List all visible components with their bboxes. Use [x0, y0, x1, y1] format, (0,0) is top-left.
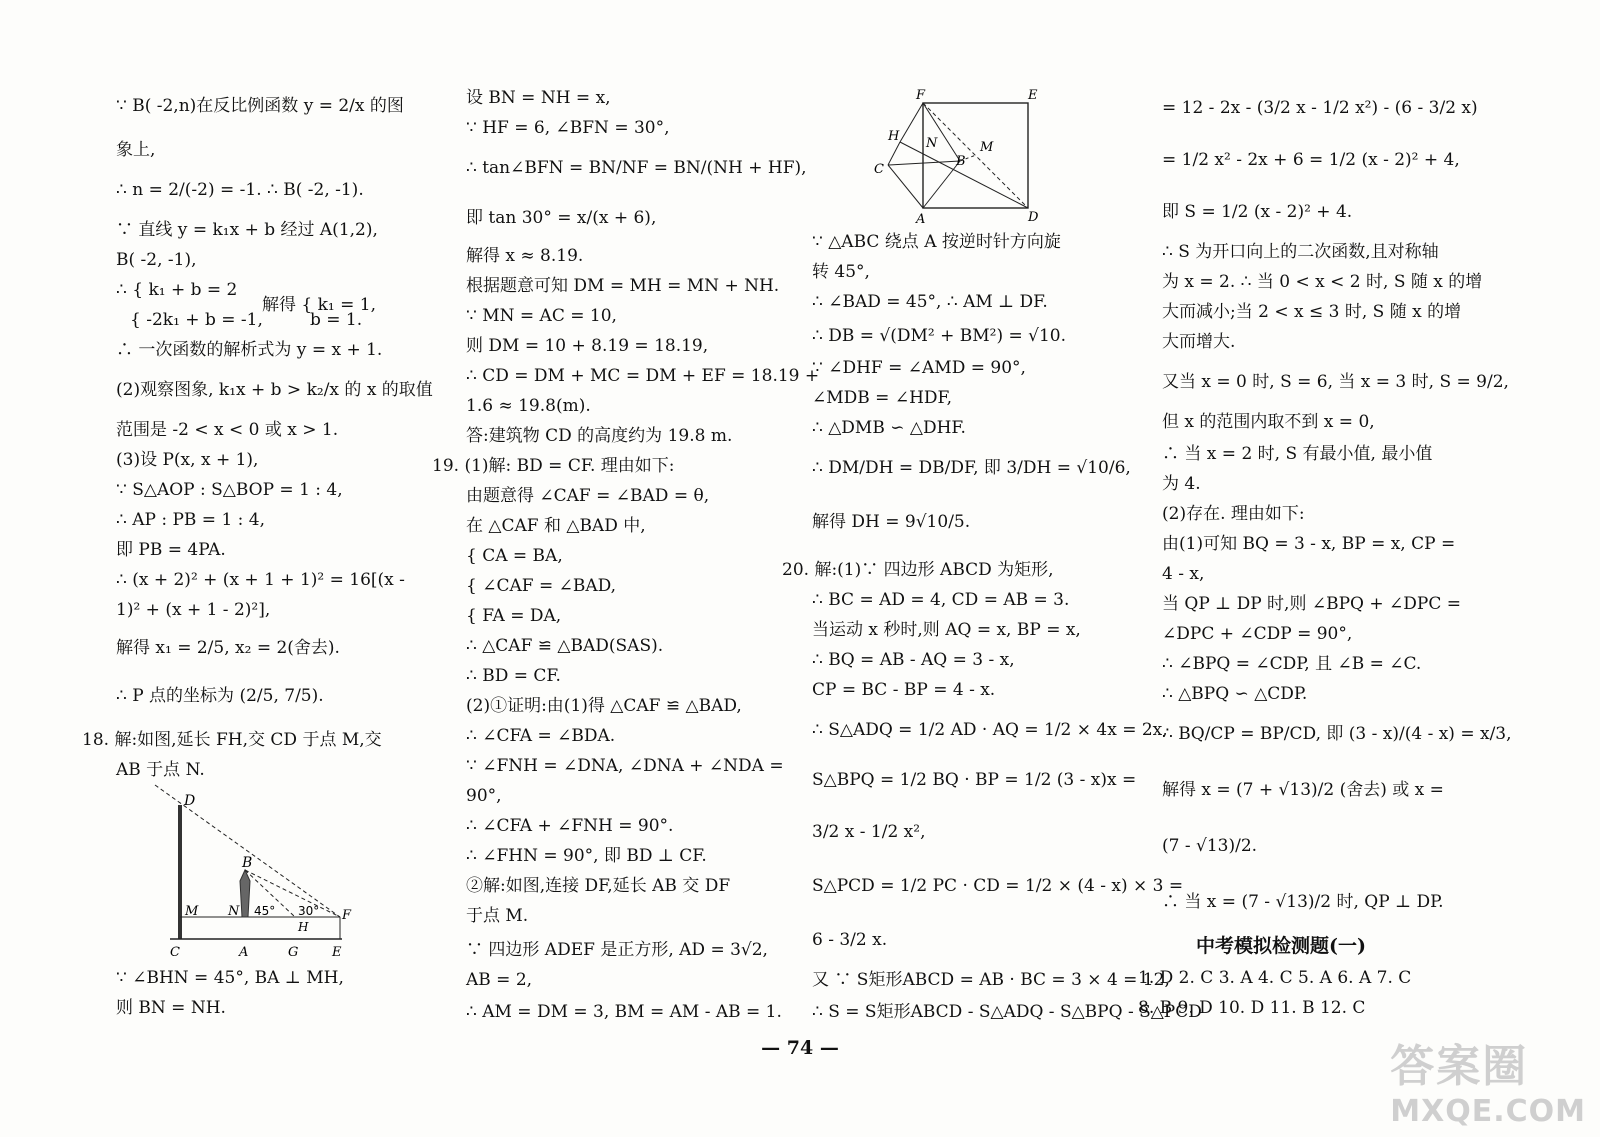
text-line: ∴ ∠FHN = 90°, 即 BD ⊥ CF. — [466, 846, 707, 866]
text-line: 但 x 的范围内取不到 x = 0, — [1162, 412, 1375, 432]
text-line: ∵ 直线 y = k₁x + b 经过 A(1,2), — [116, 220, 378, 240]
watermark — [1390, 1030, 1586, 1129]
label-n: N — [228, 904, 240, 919]
text-line: ∴ BD = CF. — [466, 666, 561, 686]
label-h: H — [298, 920, 309, 934]
text-line: ∴ DM/DH = DB/DF, 即 3/DH = √10/6, — [812, 458, 1131, 478]
text-line: 4 - x, — [1162, 564, 1205, 584]
label-e: E — [1028, 88, 1038, 103]
text-line: ∴ ∠BAD = 45°, ∴ AM ⊥ DF. — [812, 292, 1048, 312]
text-line: ∴ ∠CFA + ∠FNH = 90°. — [466, 816, 674, 836]
label-a: A — [916, 212, 926, 225]
text-line: 即 tan 30° = x/(x + 6), — [466, 208, 657, 228]
text-line: 范围是 -2 < x < 0 或 x > 1. — [116, 420, 339, 440]
text-line: ∴ n = 2/(-2) = -1. ∴ B( -2, -1). — [116, 180, 364, 200]
text-line: ∵ B( -2,n)在反比例函数 y = 2/x 的图 — [116, 96, 404, 116]
text-line: 20. 解:(1)∵ 四边形 ABCD 为矩形, — [782, 560, 1054, 580]
text-line: 即 PB = 4PA. — [116, 540, 226, 560]
text-line: ∴ BQ = AB - AQ = 3 - x, — [812, 650, 1015, 670]
text-line: 即 S = 1/2 (x - 2)² + 4. — [1162, 202, 1353, 222]
text-line: CP = BC - BP = 4 - x. — [812, 680, 996, 700]
text-line: 答:建筑物 CD 的高度约为 19.8 m. — [466, 426, 733, 446]
text-line: { ∠CAF = ∠BAD, — [466, 576, 617, 596]
text-line: ∵ S△AOP : S△BOP = 1 : 4, — [116, 480, 343, 500]
text-line: ∵ ∠FNH = ∠DNA, ∠DNA + ∠NDA = — [466, 756, 784, 776]
text-line: AB = 2, — [466, 970, 533, 990]
text-line: 1)² + (x + 1 - 2)²], — [116, 600, 271, 620]
label-h: H — [888, 129, 900, 144]
text-line: ∴ BC = AD = 4, CD = AB = 3. — [812, 590, 1070, 610]
text-line: 解得 x₁ = 2/5, x₂ = 2(舍去). — [116, 638, 340, 658]
page-number: — 74 — — [761, 1037, 839, 1059]
text-line: ∴ { k₁ + b = 2 — [116, 280, 238, 300]
text-line: 中考模拟检测题(一) — [1196, 935, 1366, 957]
text-line: ∴ BQ/CP = BP/CD, 即 (3 - x)/(4 - x) = x/3, — [1162, 724, 1512, 744]
text-line: ∴ S△ADQ = 1/2 AD · AQ = 1/2 × 4x = 2x, — [812, 720, 1168, 740]
line-a-b — [923, 161, 960, 208]
text-line: S△PCD = 1/2 PC · CD = 1/2 × (4 - x) × 3 = — [812, 876, 1184, 896]
label-b: B — [242, 855, 253, 871]
label-b: B — [956, 154, 966, 169]
text-line: = 12 - 2x - (3/2 x - 1/2 x²) - (6 - 3/2 x) — [1162, 98, 1478, 118]
line-f-h — [900, 103, 923, 142]
text-line: ∠DPC + ∠CDP = 90°, — [1162, 624, 1353, 644]
text-line: 又 ∵ S矩形ABCD = AB · BC = 3 × 4 = 12, — [812, 970, 1170, 990]
text-line: ∴ AP : PB = 1 : 4, — [116, 510, 266, 530]
text-line: 由题意得 ∠CAF = ∠BAD = θ, — [466, 486, 710, 506]
text-line: 6 - 3/2 x. — [812, 930, 888, 950]
text-line: 在 △CAF 和 △BAD 中, — [466, 516, 646, 536]
text-line: 则 DM = 10 + 8.19 = 18.19, — [466, 336, 709, 356]
text-line: ∠MDB = ∠HDF, — [812, 388, 953, 408]
figure-19-diagram — [868, 85, 1053, 225]
text-line: 1.6 ≈ 19.8(m). — [466, 396, 591, 416]
text-line: (2)存在. 理由如下: — [1162, 504, 1305, 524]
text-line: 大而减小;当 2 < x ≤ 3 时, S 随 x 的增 — [1162, 302, 1462, 322]
text-line: 当运动 x 秒时,则 AQ = x, BP = x, — [812, 620, 1081, 640]
text-line: 18. 解:如图,延长 FH,交 CD 于点 M,交 — [82, 730, 382, 750]
label-a: A — [239, 945, 249, 960]
text-line: 1. D 2. C 3. A 4. C 5. A 6. A 7. C — [1138, 968, 1412, 988]
text-line: 19. (1)解: BD = CF. 理由如下: — [432, 456, 675, 476]
text-line: (2)观察图象, k₁x + b > k₂/x 的 x 的取值 — [116, 380, 433, 400]
line-c-a — [888, 165, 923, 208]
text-line: 解得 DH = 9√10/5. — [812, 512, 971, 532]
text-line: 设 BN = NH = x, — [466, 88, 611, 108]
text-line: ∴ CD = DM + MC = DM + EF = 18.19 + — [466, 366, 820, 386]
label-e: E — [332, 945, 342, 960]
watermark-logo-text: 答案圈 — [1390, 1041, 1529, 1092]
label-45: 45° — [254, 904, 276, 918]
text-line: 90°, — [466, 786, 502, 806]
line-h-d — [900, 142, 1028, 208]
text-line: ∴ ∠BPQ = ∠CDP, 且 ∠B = ∠C. — [1162, 654, 1422, 674]
text-line: 则 BN = NH. — [116, 998, 226, 1018]
text-line: ∴ DB = √(DM² + BM²) = √10. — [812, 326, 1067, 346]
label-30: 30° — [298, 904, 320, 918]
text-line: 为 x = 2. ∴ 当 0 < x < 2 时, S 随 x 的增 — [1162, 272, 1483, 292]
text-line: { FA = DA, — [466, 606, 562, 626]
triangle-ab — [240, 870, 250, 917]
label-n: N — [926, 136, 938, 151]
watermark-url: MXQE.COM — [1390, 1094, 1586, 1129]
text-line: ∵ ∠DHF = ∠AMD = 90°, — [812, 358, 1026, 378]
text-line: ∴ △CAF ≌ △BAD(SAS). — [466, 636, 664, 656]
label-c: C — [874, 162, 884, 177]
text-line: 3/2 x - 1/2 x², — [812, 822, 926, 842]
text-line: ∴ S 为开口向上的二次函数,且对称轴 — [1162, 242, 1439, 262]
text-line: 又当 x = 0 时, S = 6, 当 x = 3 时, S = 9/2, — [1162, 372, 1509, 392]
line-f-b — [923, 103, 960, 161]
text-line: ∴ tan∠BFN = BN/NF = BN/(NH + HF), — [466, 158, 807, 178]
diagonal-fd — [923, 103, 1028, 208]
label-f: F — [342, 908, 352, 923]
text-line: 解得 x = (7 + √13)/2 (舍去) 或 x = — [1162, 780, 1444, 800]
label-m: M — [185, 904, 199, 919]
text-line: ∴ AM = DM = 3, BM = AM - AB = 1. — [466, 1002, 782, 1022]
text-line: 当 QP ⊥ DP 时,则 ∠BPQ + ∠DPC = — [1162, 594, 1461, 614]
text-line: ∵ ∠BHN = 45°, BA ⊥ MH, — [116, 968, 344, 988]
building-cd — [178, 805, 182, 939]
label-d: D — [1028, 210, 1039, 225]
text-line: ∵ △ABC 绕点 A 按逆时针方向旋 — [812, 232, 1061, 252]
text-line: 由(1)可知 BQ = 3 - x, BP = x, CP = — [1162, 534, 1456, 554]
text-line: 于点 M. — [466, 906, 529, 926]
text-line: 8. B 9. D 10. D 11. B 12. C — [1138, 998, 1366, 1018]
text-line: ∴ S = S矩形ABCD - S△ADQ - S△BPQ - S△PCD — [812, 1002, 1202, 1022]
text-line: b = 1. — [310, 310, 363, 330]
label-c: C — [170, 945, 180, 960]
text-line: ∴ ∠CFA = ∠BDA. — [466, 726, 616, 746]
text-line: 为 4. — [1162, 474, 1201, 494]
text-line: 转 45°, — [812, 262, 870, 282]
text-line: (2)①证明:由(1)得 △CAF ≌ △BAD, — [466, 696, 742, 716]
text-line: 大而增大. — [1162, 332, 1236, 352]
text-line: ∴ (x + 2)² + (x + 1 + 1)² = 16[(x - — [116, 570, 405, 590]
text-line: B( -2, -1), — [116, 250, 197, 270]
text-line: 解得 x ≈ 8.19. — [466, 246, 584, 266]
text-line: 解得 { k₁ = 1, — [262, 295, 377, 315]
text-line: 根据题意可知 DM = MH = MN + NH. — [466, 276, 780, 296]
label-f: F — [916, 88, 926, 103]
line-h-c — [888, 142, 900, 165]
text-line: ∴ 一次函数的解析式为 y = x + 1. — [116, 340, 383, 360]
text-line: (7 - √13)/2. — [1162, 836, 1258, 856]
text-line: S△BPQ = 1/2 BQ · BP = 1/2 (3 - x)x = — [812, 770, 1137, 790]
text-line: = 1/2 x² - 2x + 6 = 1/2 (x - 2)² + 4, — [1162, 150, 1460, 170]
figure-18-diagram — [150, 775, 360, 960]
text-line: ∴ 当 x = (7 - √13)/2 时, QP ⊥ DP. — [1162, 892, 1444, 912]
text-line: 象上, — [116, 140, 156, 160]
text-line: ∴ P 点的坐标为 (2/5, 7/5). — [116, 686, 324, 706]
text-line: ∵ HF = 6, ∠BFN = 30°, — [466, 118, 670, 138]
text-line: ∵ 四边形 ADEF 是正方形, AD = 3√2, — [466, 940, 768, 960]
text-line: (3)设 P(x, x + 1), — [116, 450, 259, 470]
text-line: ∴ △BPQ ∽ △CDP. — [1162, 684, 1308, 704]
text-line: ∴ 当 x = 2 时, S 有最小值, 最小值 — [1162, 444, 1433, 464]
text-line: ∵ MN = AC = 10, — [466, 306, 617, 326]
label-d: D — [184, 793, 196, 809]
text-line: AB 于点 N. — [116, 760, 205, 780]
label-m: M — [980, 140, 994, 155]
text-line: { -2k₁ + b = -1, — [130, 310, 263, 330]
line-c-b — [888, 161, 960, 165]
text-line: ∴ △DMB ∽ △DHF. — [812, 418, 966, 438]
label-g: G — [288, 945, 299, 960]
text-line: ②解:如图,连接 DF,延长 AB 交 DF — [466, 876, 731, 896]
text-line: { CA = BA, — [466, 546, 563, 566]
